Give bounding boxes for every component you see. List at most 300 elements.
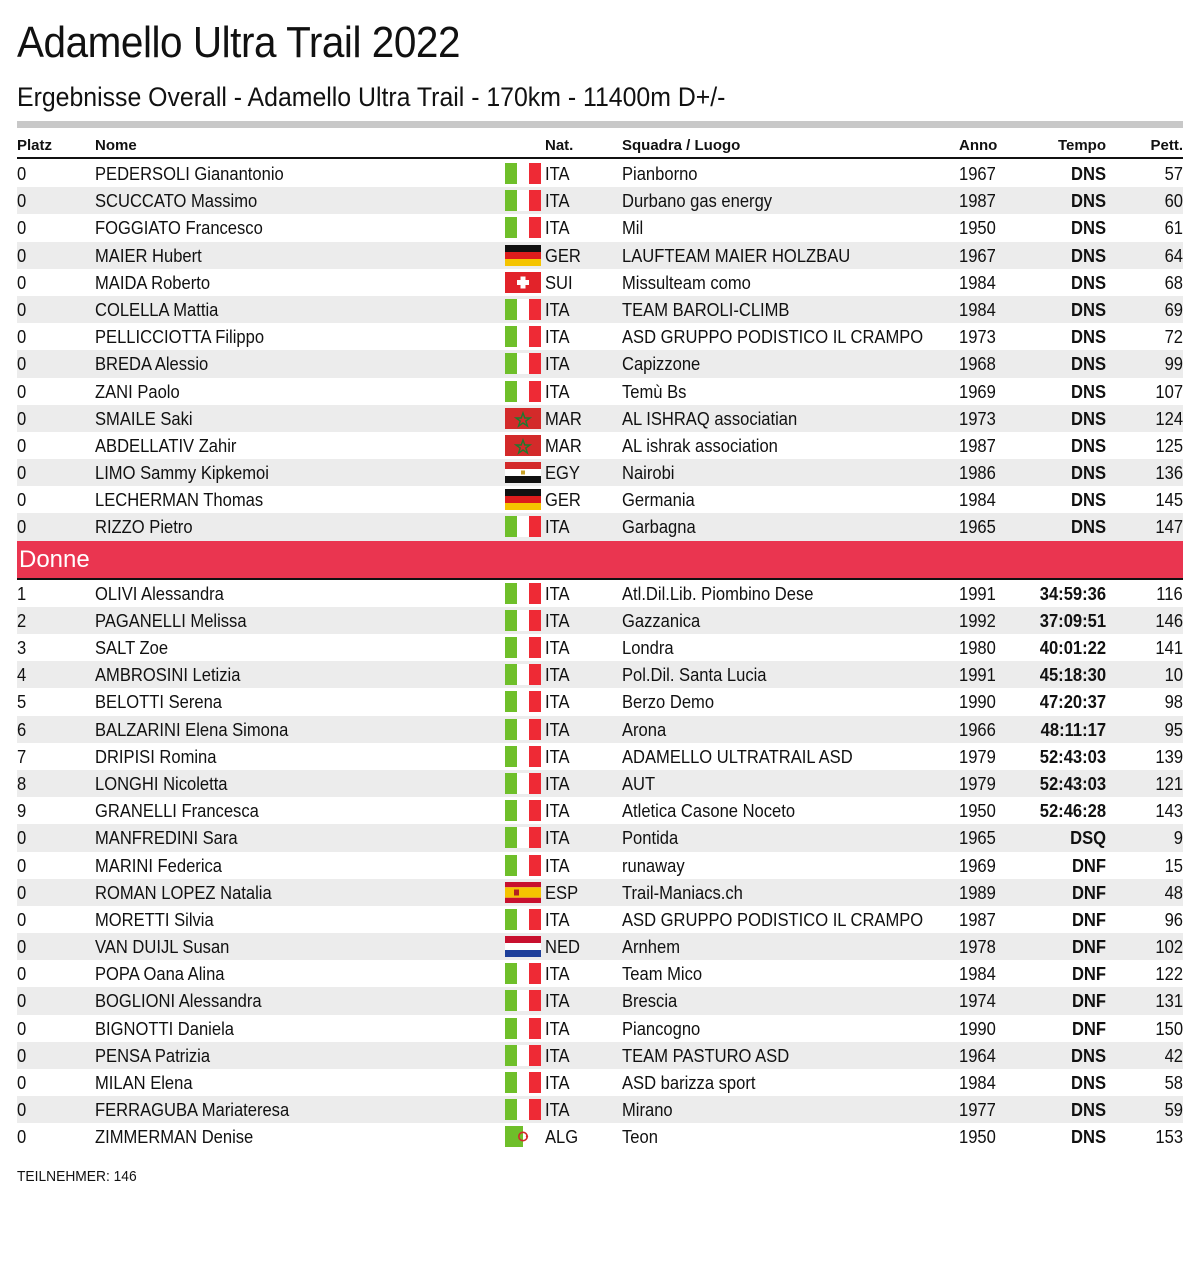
table-row (17, 378, 1183, 405)
flag-ita-icon (505, 163, 541, 184)
table-row (17, 214, 1183, 241)
table-row (17, 1042, 1183, 1069)
cell-platz: 3 (17, 638, 27, 658)
cell-platz: 8 (17, 773, 27, 794)
cell-tempo: 37:09:51 (1039, 610, 1106, 631)
page-title: Adamello Ultra Trail 2022 (17, 18, 460, 67)
cell-platz: 4 (17, 665, 27, 686)
flag-ita-icon (505, 664, 541, 685)
cell-pett: 96 (1164, 909, 1183, 930)
cell-squadra: Missulteam como (622, 272, 751, 293)
flag-ita-icon (505, 516, 541, 537)
cell-tempo: DNF (1071, 937, 1106, 958)
cell-platz: 0 (17, 381, 27, 402)
cell-pett: 48 (1164, 882, 1183, 903)
col-header-tempo: Tempo (1057, 137, 1106, 154)
col-header-nome: Nome (95, 137, 137, 154)
table-row (17, 661, 1183, 688)
table-header (17, 135, 1183, 159)
cell-tempo: DNS (1071, 354, 1106, 375)
cell-anno: 1979 (959, 773, 996, 794)
table-row (17, 187, 1183, 214)
cell-nat: ITA (545, 638, 570, 658)
cell-anno: 1984 (959, 1073, 996, 1093)
flag-ger-icon (505, 489, 541, 510)
cell-platz: 0 (17, 964, 27, 985)
cell-anno: 1969 (959, 855, 996, 876)
cell-nome: POPA Oana Alina (95, 964, 225, 985)
cell-squadra: Atl.Dil.Lib. Piombino Dese (622, 583, 814, 604)
cell-pett: 139 (1155, 746, 1183, 767)
cell-tempo: 34:59:36 (1039, 583, 1106, 604)
table-row (17, 879, 1183, 906)
cell-platz: 0 (17, 490, 27, 511)
cell-tempo: 47:20:37 (1039, 692, 1106, 713)
cell-platz: 7 (17, 746, 27, 767)
flag-ita-icon (505, 190, 541, 211)
cell-nat: MAR (545, 435, 582, 456)
cell-squadra: LAUFTEAM MAIER HOLZBAU (622, 245, 851, 266)
flag-ita-icon (505, 381, 541, 402)
cell-nome: BREDA Alessio (95, 354, 209, 375)
table-row (17, 906, 1183, 933)
table-row (17, 486, 1183, 513)
cell-anno: 1980 (959, 638, 996, 658)
cell-tempo: DNF (1071, 1018, 1106, 1039)
cell-tempo: DNF (1071, 909, 1106, 930)
cell-anno: 1990 (959, 1018, 996, 1039)
cell-platz: 0 (17, 272, 27, 293)
cell-tempo: DNS (1071, 191, 1106, 212)
flag-ita-icon (505, 583, 541, 604)
cell-squadra: Mirano (622, 1100, 673, 1121)
cell-anno: 1967 (959, 245, 996, 266)
col-header-platz: Platz (17, 137, 53, 154)
table-row (17, 350, 1183, 377)
cell-pett: 98 (1164, 692, 1183, 713)
cell-squadra: Atletica Casone Noceto (622, 801, 796, 822)
cell-platz: 0 (17, 408, 27, 429)
cell-tempo: DNS (1071, 435, 1106, 456)
flag-sui-icon (505, 272, 541, 293)
cell-pett: 57 (1164, 164, 1183, 184)
cell-platz: 6 (17, 719, 27, 740)
cell-nome: COLELLA Mattia (95, 299, 219, 320)
cell-tempo: 52:43:03 (1039, 773, 1106, 794)
cell-squadra: AL ishrak association (622, 435, 778, 456)
cell-platz: 0 (17, 191, 27, 212)
cell-squadra: Gazzanica (622, 610, 701, 631)
cell-nome: MORETTI Silvia (95, 909, 214, 930)
flag-ita-icon (505, 610, 541, 631)
flag-ita-icon (505, 746, 541, 767)
cell-squadra: ASD GRUPPO PODISTICO IL CRAMPO (622, 327, 924, 348)
table-row (17, 269, 1183, 296)
cell-nome: BOGLIONI Alessandra (95, 991, 262, 1012)
col-header-nat: Nat. (545, 137, 574, 154)
cell-anno: 1987 (959, 191, 996, 212)
cell-anno: 1974 (959, 991, 996, 1012)
cell-pett: 141 (1155, 638, 1183, 658)
cell-nome: LONGHI Nicoletta (95, 773, 228, 794)
cell-squadra: Temù Bs (622, 381, 687, 402)
table-row (17, 743, 1183, 770)
cell-nat: ITA (545, 1073, 570, 1093)
cell-squadra: Capizzone (622, 354, 701, 375)
cell-platz: 0 (17, 855, 27, 876)
flag-ita-icon (505, 963, 541, 984)
cell-squadra: Londra (622, 638, 674, 658)
cell-anno: 1984 (959, 299, 996, 320)
cell-nome: LECHERMAN Thomas (95, 490, 264, 511)
cell-squadra: ASD barizza sport (622, 1073, 756, 1093)
table-row (17, 716, 1183, 743)
cell-pett: 72 (1164, 327, 1183, 348)
col-header-squadra: Squadra / Luogo (622, 137, 741, 154)
flag-ita-icon (505, 1072, 541, 1093)
cell-nome: BIGNOTTI Daniela (95, 1018, 234, 1039)
cell-platz: 0 (17, 354, 27, 375)
flag-ita-icon (505, 1099, 541, 1120)
cell-nat: ITA (545, 218, 570, 239)
cell-squadra: TEAM BAROLI-CLIMB (622, 299, 790, 320)
cell-squadra: Teon (622, 1127, 658, 1148)
table-row (17, 432, 1183, 459)
cell-nome: RIZZO Pietro (95, 517, 193, 538)
cell-tempo: 45:18:30 (1039, 665, 1106, 686)
cell-nome: DRIPISI Romina (95, 746, 217, 767)
cell-pett: 147 (1155, 517, 1183, 538)
cell-pett: 99 (1164, 354, 1183, 375)
cell-nome: VAN DUIJL Susan (95, 937, 230, 958)
table-row (17, 323, 1183, 350)
cell-nome: MAIDA Roberto (95, 272, 211, 293)
flag-ita-icon (505, 909, 541, 930)
cell-pett: 9 (1173, 828, 1183, 849)
cell-nome: MILAN Elena (95, 1073, 193, 1093)
cell-platz: 5 (17, 692, 27, 713)
cell-nat: ITA (545, 773, 570, 794)
cell-squadra: Piancogno (622, 1018, 701, 1039)
cell-tempo: 40:01:22 (1039, 638, 1106, 658)
col-header-anno: Anno (959, 137, 998, 154)
flag-ita-icon (505, 800, 541, 821)
cell-tempo: DNS (1071, 245, 1106, 266)
cell-platz: 0 (17, 299, 27, 320)
flag-ita-icon (505, 691, 541, 712)
cell-nat: ITA (545, 1045, 570, 1066)
cell-nat: GER (545, 490, 581, 511)
cell-anno: 1990 (959, 692, 996, 713)
cell-pett: 150 (1155, 1018, 1183, 1039)
title-rule (17, 121, 1183, 128)
cell-squadra: Pontida (622, 828, 679, 849)
cell-nome: ROMAN LOPEZ Natalia (95, 882, 272, 903)
participants-count: TEILNEHMER: 146 (17, 1168, 137, 1185)
cell-nat: GER (545, 245, 581, 266)
cell-nome: SMAILE Saki (95, 408, 193, 429)
table-row (17, 824, 1183, 851)
cell-platz: 0 (17, 164, 27, 184)
cell-platz: 0 (17, 991, 27, 1012)
cell-anno: 1992 (959, 610, 996, 631)
cell-pett: 58 (1164, 1073, 1183, 1093)
cell-pett: 59 (1164, 1100, 1183, 1121)
cell-platz: 0 (17, 1018, 27, 1039)
cell-squadra: Team Mico (622, 964, 703, 985)
cell-platz: 9 (17, 801, 27, 822)
cell-pett: 136 (1155, 463, 1183, 484)
table-row (17, 987, 1183, 1014)
cell-squadra: TEAM PASTURO ASD (622, 1045, 790, 1066)
cell-nat: ITA (545, 381, 570, 402)
cell-nat: NED (545, 937, 580, 958)
cell-anno: 1977 (959, 1100, 996, 1121)
cell-platz: 0 (17, 218, 27, 239)
table-row (17, 1123, 1183, 1150)
flag-alg-icon (505, 1126, 541, 1147)
table-row (17, 770, 1183, 797)
cell-nat: ITA (545, 855, 570, 876)
cell-platz: 0 (17, 882, 27, 903)
cell-pett: 116 (1156, 583, 1183, 604)
cell-anno: 1991 (959, 583, 996, 604)
cell-nat: ALG (545, 1127, 579, 1148)
cell-platz: 1 (17, 583, 27, 604)
cell-nat: ITA (545, 583, 570, 604)
cell-tempo: DNS (1071, 517, 1106, 538)
cell-tempo: DNS (1071, 1073, 1106, 1093)
cell-squadra: Durbano gas energy (622, 191, 773, 212)
cell-nome: ZIMMERMAN Denise (95, 1127, 254, 1148)
cell-platz: 0 (17, 909, 27, 930)
flag-ita-icon (505, 719, 541, 740)
cell-tempo: DNS (1071, 1100, 1106, 1121)
cell-pett: 64 (1164, 245, 1183, 266)
col-header-pett: Pett. (1150, 137, 1183, 154)
table-row (17, 580, 1183, 607)
cell-platz: 0 (17, 828, 27, 849)
cell-anno: 1989 (959, 882, 996, 903)
cell-nat: MAR (545, 408, 582, 429)
cell-pett: 60 (1164, 191, 1183, 212)
flag-ita-icon (505, 773, 541, 794)
cell-platz: 0 (17, 463, 27, 484)
cell-tempo: DNS (1071, 1127, 1106, 1148)
cell-nome: FERRAGUBA Mariateresa (95, 1100, 290, 1121)
table-row (17, 1015, 1183, 1042)
table-row (17, 1069, 1183, 1096)
cell-nome: SALT Zoe (95, 638, 169, 658)
table-row (17, 797, 1183, 824)
cell-anno: 1965 (959, 828, 996, 849)
cell-squadra: Pianborno (622, 164, 698, 184)
cell-nome: PELLICCIOTTA Filippo (95, 327, 265, 348)
cell-anno: 1973 (959, 327, 996, 348)
page-subtitle: Ergebnisse Overall - Adamello Ultra Trail - 170km - 11400m D+/- (17, 82, 726, 112)
cell-tempo: DNS (1071, 381, 1106, 402)
cell-anno: 1964 (959, 1045, 996, 1066)
table-row (17, 242, 1183, 269)
cell-nat: ITA (545, 746, 570, 767)
cell-nome: MARINI Federica (95, 855, 223, 876)
cell-pett: 124 (1155, 408, 1183, 429)
cell-nome: FOGGIATO Francesco (95, 218, 263, 239)
cell-anno: 1978 (959, 937, 996, 958)
cell-pett: 61 (1164, 218, 1183, 239)
flag-mar-icon (505, 408, 541, 429)
flag-ned-icon (505, 936, 541, 957)
cell-squadra: AL ISHRAQ associatian (622, 408, 798, 429)
cell-nat: ITA (545, 964, 570, 985)
cell-nat: ITA (545, 665, 570, 686)
cell-nat: ITA (545, 801, 570, 822)
cell-squadra: Mil (622, 218, 644, 239)
cell-squadra: Nairobi (622, 463, 675, 484)
cell-anno: 1991 (959, 665, 996, 686)
flag-ita-icon (505, 1018, 541, 1039)
flag-ita-icon (505, 1045, 541, 1066)
cell-anno: 1969 (959, 381, 996, 402)
cell-platz: 0 (17, 937, 27, 958)
cell-pett: 15 (1164, 855, 1183, 876)
cell-tempo: 52:46:28 (1039, 801, 1106, 822)
cell-pett: 122 (1155, 964, 1183, 985)
cell-anno: 1950 (959, 1127, 996, 1148)
cell-nat: ITA (545, 517, 570, 538)
flag-ita-icon (505, 353, 541, 374)
cell-nome: BELOTTI Serena (95, 692, 223, 713)
cell-tempo: DNS (1071, 490, 1106, 511)
cell-anno: 1968 (959, 354, 996, 375)
cell-nat: EGY (545, 463, 580, 484)
cell-squadra: Germania (622, 490, 695, 511)
cell-tempo: DNS (1071, 299, 1106, 320)
cell-anno: 1984 (959, 272, 996, 293)
flag-ita-icon (505, 827, 541, 848)
cell-nome: GRANELLI Francesca (95, 801, 259, 822)
cell-anno: 1966 (959, 719, 996, 740)
flag-ita-icon (505, 326, 541, 347)
cell-nat: ITA (545, 610, 570, 631)
flag-esp-icon (505, 882, 541, 903)
cell-tempo: DNF (1071, 991, 1106, 1012)
cell-pett: 143 (1155, 801, 1183, 822)
cell-tempo: DNS (1071, 164, 1106, 184)
cell-nat: ITA (545, 828, 570, 849)
table-row (17, 296, 1183, 323)
cell-tempo: 52:43:03 (1039, 746, 1106, 767)
cell-pett: 121 (1155, 773, 1183, 794)
cell-nome: PAGANELLI Melissa (95, 610, 247, 631)
cell-nat: ITA (545, 1018, 570, 1039)
flag-ita-icon (505, 637, 541, 658)
table-row (17, 459, 1183, 486)
cell-nome: PEDERSOLI Gianantonio (95, 164, 284, 184)
cell-nat: ITA (545, 299, 570, 320)
cell-platz: 0 (17, 327, 27, 348)
cell-nat: ITA (545, 1100, 570, 1121)
cell-nat: ITA (545, 327, 570, 348)
cell-nat: ITA (545, 692, 570, 713)
cell-nome: LIMO Sammy Kipkemoi (95, 463, 269, 484)
cell-platz: 0 (17, 435, 27, 456)
cell-platz: 0 (17, 1100, 27, 1121)
cell-platz: 0 (17, 1045, 27, 1066)
cell-pett: 131 (1155, 991, 1183, 1012)
flag-ita-icon (505, 990, 541, 1011)
women-rows (17, 580, 1183, 1151)
results-table (17, 160, 1183, 1151)
cell-nome: AMBROSINI Letizia (95, 665, 241, 686)
cell-pett: 10 (1164, 665, 1183, 686)
cell-anno: 1967 (959, 164, 996, 184)
section-label: Donne (19, 545, 90, 573)
cell-nome: ZANI Paolo (95, 381, 180, 402)
cell-nome: OLIVI Alessandra (95, 583, 224, 604)
table-row (17, 513, 1183, 540)
table-row (17, 1096, 1183, 1123)
cell-anno: 1950 (959, 801, 996, 822)
flag-ita-icon (505, 855, 541, 876)
cell-anno: 1984 (959, 490, 996, 511)
cell-tempo: DNS (1071, 272, 1106, 293)
cell-platz: 0 (17, 1127, 27, 1148)
cell-squadra: ADAMELLO ULTRATRAIL ASD (622, 746, 853, 767)
cell-anno: 1987 (959, 909, 996, 930)
table-row (17, 160, 1183, 187)
cell-tempo: DNS (1071, 327, 1106, 348)
cell-squadra: ASD GRUPPO PODISTICO IL CRAMPO (622, 909, 924, 930)
cell-pett: 69 (1164, 299, 1183, 320)
cell-anno: 1950 (959, 218, 996, 239)
cell-nat: ITA (545, 719, 570, 740)
cell-pett: 68 (1164, 272, 1183, 293)
cell-tempo: 48:11:17 (1040, 719, 1106, 740)
cell-nome: MAIER Hubert (95, 245, 202, 266)
cell-pett: 146 (1155, 610, 1183, 631)
table-row (17, 960, 1183, 987)
flag-ita-icon (505, 299, 541, 320)
cell-squadra: Garbagna (622, 517, 696, 538)
cell-anno: 1987 (959, 435, 996, 456)
flag-ger-icon (505, 245, 541, 266)
cell-nat: ITA (545, 909, 570, 930)
cell-nome: ABDELLATIV Zahir (95, 435, 237, 456)
cell-squadra: Trail-Maniacs.ch (622, 882, 743, 903)
cell-pett: 42 (1164, 1045, 1183, 1066)
cell-pett: 95 (1164, 719, 1183, 740)
table-row (17, 634, 1183, 661)
flag-egy-icon (505, 462, 541, 483)
cell-platz: 0 (17, 517, 27, 538)
cell-platz: 0 (17, 245, 27, 266)
cell-pett: 153 (1155, 1127, 1183, 1148)
table-row (17, 405, 1183, 432)
flag-ita-icon (505, 217, 541, 238)
cell-tempo: DNS (1071, 408, 1106, 429)
cell-anno: 1973 (959, 408, 996, 429)
cell-tempo: DSQ (1070, 828, 1106, 849)
cell-anno: 1965 (959, 517, 996, 538)
table-row (17, 607, 1183, 634)
cell-nome: SCUCCATO Massimo (95, 191, 258, 212)
flag-mar-icon (505, 435, 541, 456)
cell-nat: ITA (545, 991, 570, 1012)
cell-pett: 107 (1155, 381, 1183, 402)
cell-squadra: runaway (622, 855, 685, 876)
cell-nome: MANFREDINI Sara (95, 828, 238, 849)
